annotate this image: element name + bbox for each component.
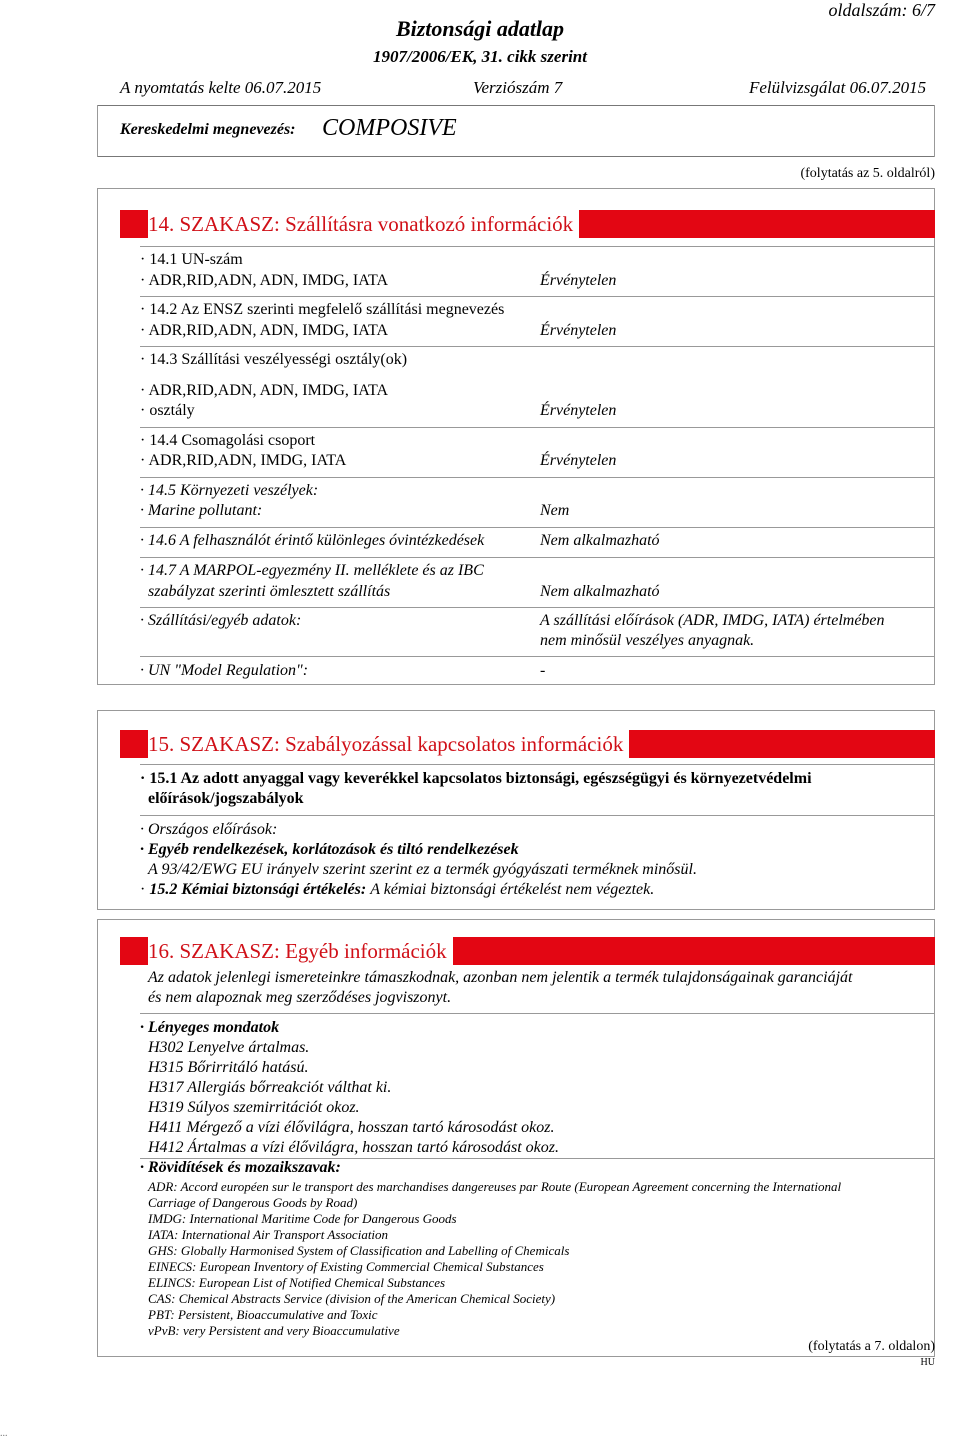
s16-abbr: IATA: International Air Transport Association <box>148 1227 389 1242</box>
s14-precautions-value: Nem alkalmazható <box>540 532 660 549</box>
s16-box-top <box>97 919 935 920</box>
s16-title: 16. SZAKASZ: Egyéb információk <box>148 937 453 965</box>
s16-phrases-label: · Lényeges mondatok <box>140 1019 279 1037</box>
s14-shipping-name-modes: · ADR,RID,ADN, ADN, IMDG, IATA <box>140 322 388 340</box>
s15-rule-1 <box>140 764 935 765</box>
s16-abbr-label: · Rövidítések és mozaikszavak: <box>140 1159 341 1177</box>
s14-marine-pollutant-label: · Marine pollutant: <box>140 502 262 520</box>
trade-name-label: Kereskedelmi megnevezés: <box>120 121 296 138</box>
s16-phrase: H319 Súlyos szemirritációt okoz. <box>148 1099 360 1116</box>
s14-rule-3 <box>140 346 935 347</box>
s14-un-number-label: · 14.1 UN-szám <box>140 251 243 269</box>
s14-box-top <box>97 188 935 189</box>
s15-rule-2 <box>140 815 935 816</box>
s14-un-number-value: Érvénytelen <box>540 272 617 289</box>
s16-phrase: H302 Lenyelve ártalmas. <box>148 1039 310 1056</box>
version-number: Verziószám 7 <box>473 78 563 97</box>
s14-rule-5 <box>140 477 935 478</box>
revision-date: Felülvizsgálat 06.07.2015 <box>749 78 927 97</box>
s14-rule-7 <box>140 557 935 558</box>
continued-from: (folytatás az 5. oldalról) <box>800 166 935 181</box>
s14-precautions-label: · 14.6 A felhasználót érintő különleges óvintézkedések <box>140 532 484 550</box>
s16-box-left <box>97 919 98 1357</box>
header-rule-bottom <box>97 156 935 157</box>
page-number: oldalszám: 6/7 <box>828 0 935 20</box>
print-date: A nyomtatás kelte 06.07.2015 <box>120 78 322 97</box>
s14-other-data-value-2: nem minősül veszélyes anyagnak. <box>540 632 755 649</box>
s14-shipping-name-label: · 14.2 Az ENSZ szerinti megfelelő szállítási megnevezés <box>140 301 504 319</box>
s14-rule-2 <box>140 296 935 297</box>
s14-rule-9 <box>140 656 935 657</box>
s14-shipping-name-value: Érvénytelen <box>540 322 617 339</box>
s15-box-bottom <box>97 909 935 910</box>
s15-chemical-safety: · 15.2 Kémiai biztonsági értékelés: A kémiai biztonsági értékelést nem végeztek. <box>140 881 654 899</box>
trade-name: COMPOSIVE <box>322 115 457 141</box>
language-code: HU <box>920 1357 935 1368</box>
s14-packing-group-value: Érvénytelen <box>540 452 617 469</box>
s14-hazard-class-modes: · ADR,RID,ADN, ADN, IMDG, IATA <box>140 382 388 400</box>
s15-medical-device-text: A 93/42/EWG EU irányelv szerint szerint ez a termék gyógyászati terméknek minősül. <box>148 861 697 878</box>
s16-abbr: PBT: Persistent, Bioaccumulative and Toxic <box>148 1307 378 1322</box>
s15-title: 15. SZAKASZ: Szabályozással kapcsolatos információk <box>148 730 629 758</box>
s16-abbr: EINECS: European Inventory of Existing Commercial Chemical Substances <box>148 1259 544 1274</box>
s16-phrase: H315 Bőrirritáló hatású. <box>148 1059 309 1076</box>
continued-to: (folytatás a 7. oldalon) <box>808 1339 935 1354</box>
s14-box-bottom <box>97 684 935 685</box>
s15-box-top <box>97 710 935 711</box>
s14-box-left <box>97 188 98 685</box>
s16-box-bottom <box>97 1356 935 1357</box>
s15-other-provisions-label: · Egyéb rendelkezések, korlátozások és tiltó rendelkezések <box>140 841 519 859</box>
s14-other-data-value-1: A szállítási előírások (ADR, IMDG, IATA) értelmében <box>540 612 885 629</box>
s14-box-right <box>934 188 935 685</box>
s16-abbr: IMDG: International Maritime Code for Dangerous Goods <box>148 1211 457 1226</box>
s16-abbr: CAS: Chemical Abstracts Service (division of the American Chemical Society) <box>148 1291 556 1306</box>
s14-packing-group-label: · 14.4 Csomagolási csoport <box>140 432 315 450</box>
s16-abbr: ELINCS: European List of Notified Chemical Substances <box>148 1275 446 1290</box>
header-rule <box>97 105 935 106</box>
s14-rule-4 <box>140 427 935 428</box>
s14-title: 14. SZAKASZ: Szállításra vonatkozó információk <box>148 210 579 238</box>
s16-abbr: ADR: Accord européen sur le transport des marchandises dangereuses par Route (European Agreement concerning the International <box>148 1179 842 1194</box>
s16-abbr: Carriage of Dangerous Goods by Road) <box>148 1195 358 1210</box>
s14-marpol-label-2: szabályzat szerinti ömlesztett szállítás <box>148 583 391 600</box>
s14-marine-pollutant-value: Nem <box>540 502 570 519</box>
s14-rule-8 <box>140 607 935 608</box>
s15-regulations-heading-2: előírások/jogszabályok <box>148 790 304 807</box>
s15-national-label: · Országos előírások: <box>140 821 277 839</box>
s16-phrase: H317 Allergiás bőrreakciót válthat ki. <box>148 1079 392 1096</box>
s14-hazard-class-value: Érvénytelen <box>540 402 617 419</box>
document-title: Biztonsági adatlap <box>395 16 565 41</box>
s16-abbr: vPvB: very Persistent and very Bioaccumulative <box>148 1323 400 1338</box>
s14-rule-6 <box>140 527 935 528</box>
s14-hazard-class-label: · 14.3 Szállítási veszélyességi osztály(ok) <box>140 351 407 369</box>
s16-rule-1 <box>140 1013 935 1014</box>
s14-packing-group-modes: · ADR,RID,ADN, IMDG, IATA <box>140 452 346 470</box>
s15-regulations-heading: · 15.1 Az adott anyaggal vagy keverékkel kapcsolatos biztonsági, egészségügyi és környezetvédelmi <box>140 770 812 788</box>
header-box-right <box>934 105 935 157</box>
s14-rule-1 <box>140 246 935 247</box>
s14-hazard-class-class: · osztály <box>140 402 195 420</box>
s15-box-left <box>97 710 98 910</box>
s14-other-data-label: · Szállítási/egyéb adatok: <box>140 612 301 630</box>
s14-marpol-value: Nem alkalmazható <box>540 583 660 600</box>
footer-mark: ... <box>0 1428 8 1439</box>
s16-phrase: H411 Mérgező a vízi élővilágra, hosszan tartó károsodást okoz. <box>148 1119 555 1136</box>
s16-abbr: GHS: Globally Harmonised System of Classification and Labelling of Chemicals <box>148 1243 570 1258</box>
s16-intro-1: Az adatok jelenlegi ismereteinkre támaszkodnak, azonban nem jelentik a termék tulajdonságainak garanciáját <box>148 969 853 986</box>
s14-un-model-label: · UN "Model Regulation": <box>140 662 308 680</box>
document-subtitle: 1907/2006/EK, 31. cikk szerint <box>373 47 587 66</box>
s14-env-hazards-label: · 14.5 Környezeti veszélyek: <box>140 482 318 500</box>
s14-marpol-label: · 14.7 A MARPOL-egyezmény II. melléklete és az IBC <box>140 562 484 580</box>
s14-un-model-value: - <box>540 662 546 679</box>
s14-un-number-modes: · ADR,RID,ADN, ADN, IMDG, IATA <box>140 272 388 290</box>
s16-phrase: H412 Ártalmas a vízi élővilágra, hosszan tartó károsodást okoz. <box>148 1139 559 1156</box>
s16-intro-2: és nem alapoznak meg szerződéses jogviszonyt. <box>148 989 452 1006</box>
s16-box-right <box>934 919 935 1357</box>
header-box-left <box>97 105 98 157</box>
